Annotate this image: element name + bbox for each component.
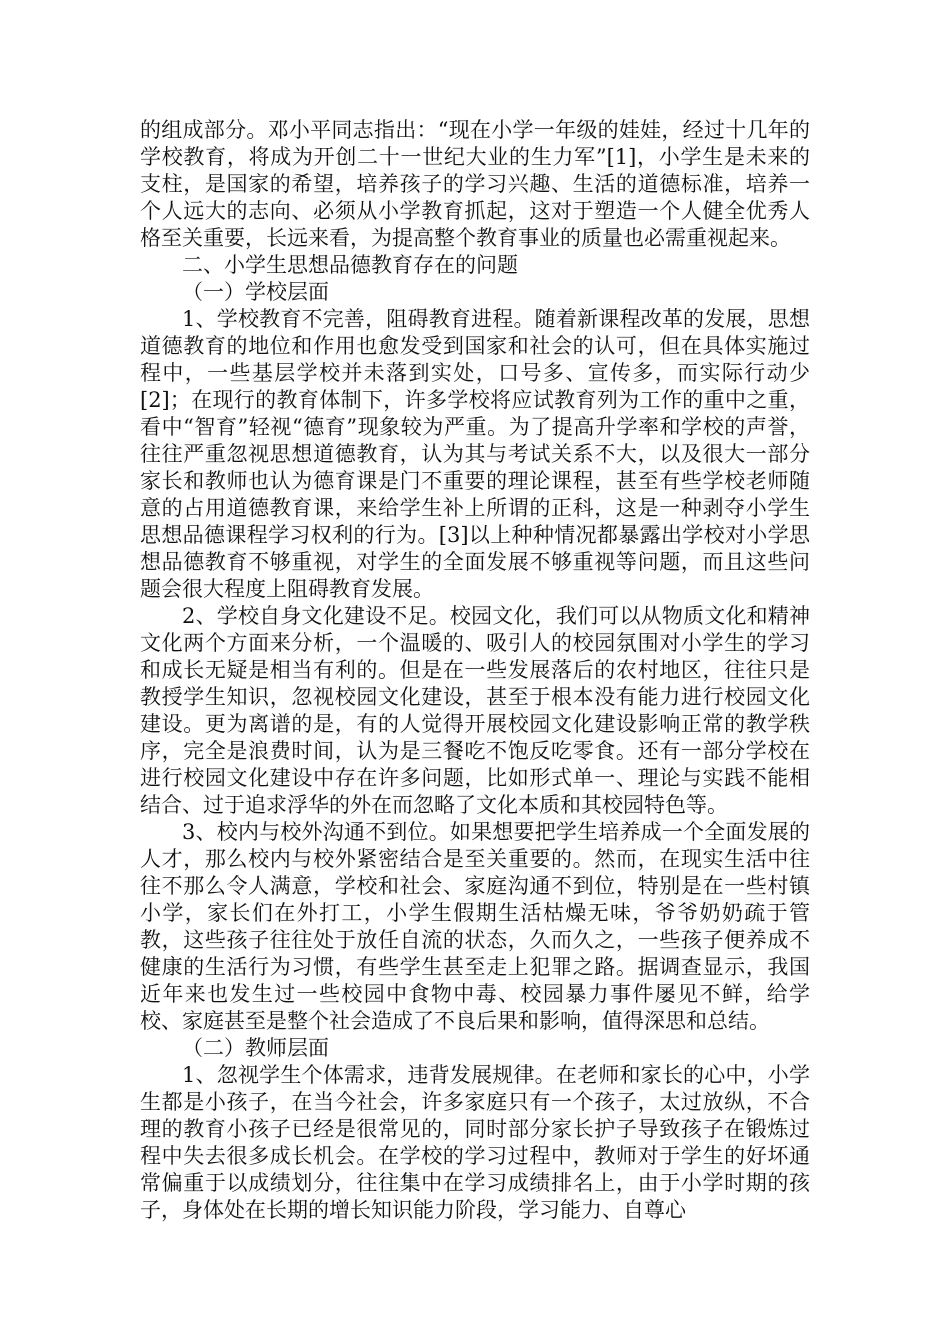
document-page xyxy=(140,117,810,1224)
paragraph-school-3: 3、校内与校外沟通不到位。如果想要把学生培养成一个全面发展的人才，那么校内与校外紧密结合是至关重要的。然而，在现实生活中往往不那么令人满意，学校和社会、家庭沟通不到位，特别是在一些村镇小学，家长们在外打工，小学生假期生活枯燥无味，爷爷奶奶疏于管教，这些孩子往往处于放任自流的状态，久而久之，一些孩子便养成不健康的生活行为习惯，有些学生甚至走上犯罪之路。据调查显示，我国近年来也发生过一些校园中食物中毒、校园暴力事件屡见不鲜，给学校、家庭甚至是整个社会造成了不良后果和影响，值得深思和总结。 xyxy=(140,820,810,1033)
paragraph-school-1: 1、学校教育不完善，阻碍教育进程。随着新课程改革的发展，思想道德教育的地位和作用也愈发受到国家和社会的认可，但在具体实施过程中，一些基层学校并未落到实处，口号多、宣传多，而实际行动少[2]；在现行的教育体制下，许多学校将应试教育列为工作的重中之重，看中“智育”轻视“德育”现象较为严重。为了提高升学率和学校的声誉，往往严重忽视思想道德教育，认为其与考试关系不大，以及很大一部分家长和教师也认为德育课是门不重要的理论课程，甚至有些学校老师随意的占用道德教育课，来给学生补上所谓的正科，这是一种剥夺小学生思想品德课程学习权利的行为。[3]以上种种情况都暴露出学校对小学思想品德教育不够重视，对学生的全面发展不够重视等问题，而且这些问题会很大程度上阻碍教育发展。 xyxy=(140,307,810,601)
subsection-heading-teacher: （二）教师层面 xyxy=(182,1036,329,1060)
paragraph-intro: 的组成部分。邓小平同志指出：“现在小学一年级的娃娃，经过十几年的学校教育，将成为开创二十一世纪大业的生力军”[1]，小学生是未来的支柱，是国家的希望，培养孩子的学习兴趣、生活的道德标准，培养一个人远大的志向、必须从小学教育抓起，这对于塑造一个人健全优秀人格至关重要，长远来看，为提高整个教育事业的质量也必需重视起来。 xyxy=(140,118,810,250)
section-heading-problems: 二、小学生思想品德教育存在的问题 xyxy=(182,253,518,277)
paragraph-school-2: 2、学校自身文化建设不足。校园文化，我们可以从物质文化和精神文化两个方面来分析，一个温暖的、吸引人的校园氛围对小学生的学习和成长无疑是相当有利的。但是在一些发展落后的农村地区，往往只是教授学生知识，忽视校园文化建设，甚至于根本没有能力进行校园文化建设。更为离谱的是，有的人觉得开展校园文化建设影响正常的教学秩序，完全是浪费时间，认为是三餐吃不饱反吃零食。还有一部分学校在进行校园文化建设中存在许多问题，比如形式单一、理论与实践不能相结合、过于追求浮华的外在而忽略了文化本质和其校园特色等。 xyxy=(140,604,810,817)
paragraph-teacher-1: 1、忽视学生个体需求，违背发展规律。在老师和家长的心中，小学生都是小孩子，在当今社会，许多家庭只有一个孩子，太过放纵，不合理的教育小孩子已经是很常见的，同时部分家长护子导致孩子在锻炼过程中失去很多成长机会。在学校的学习过程中，教师对于学生的好坏通常偏重于以成绩划分，往往集中在学习成绩排名上，由于小学时期的孩子，身体处在长期的增长知识能力阶段，学习能力、自尊心 xyxy=(140,1063,810,1222)
subsection-heading-school: （一）学校层面 xyxy=(182,280,329,304)
